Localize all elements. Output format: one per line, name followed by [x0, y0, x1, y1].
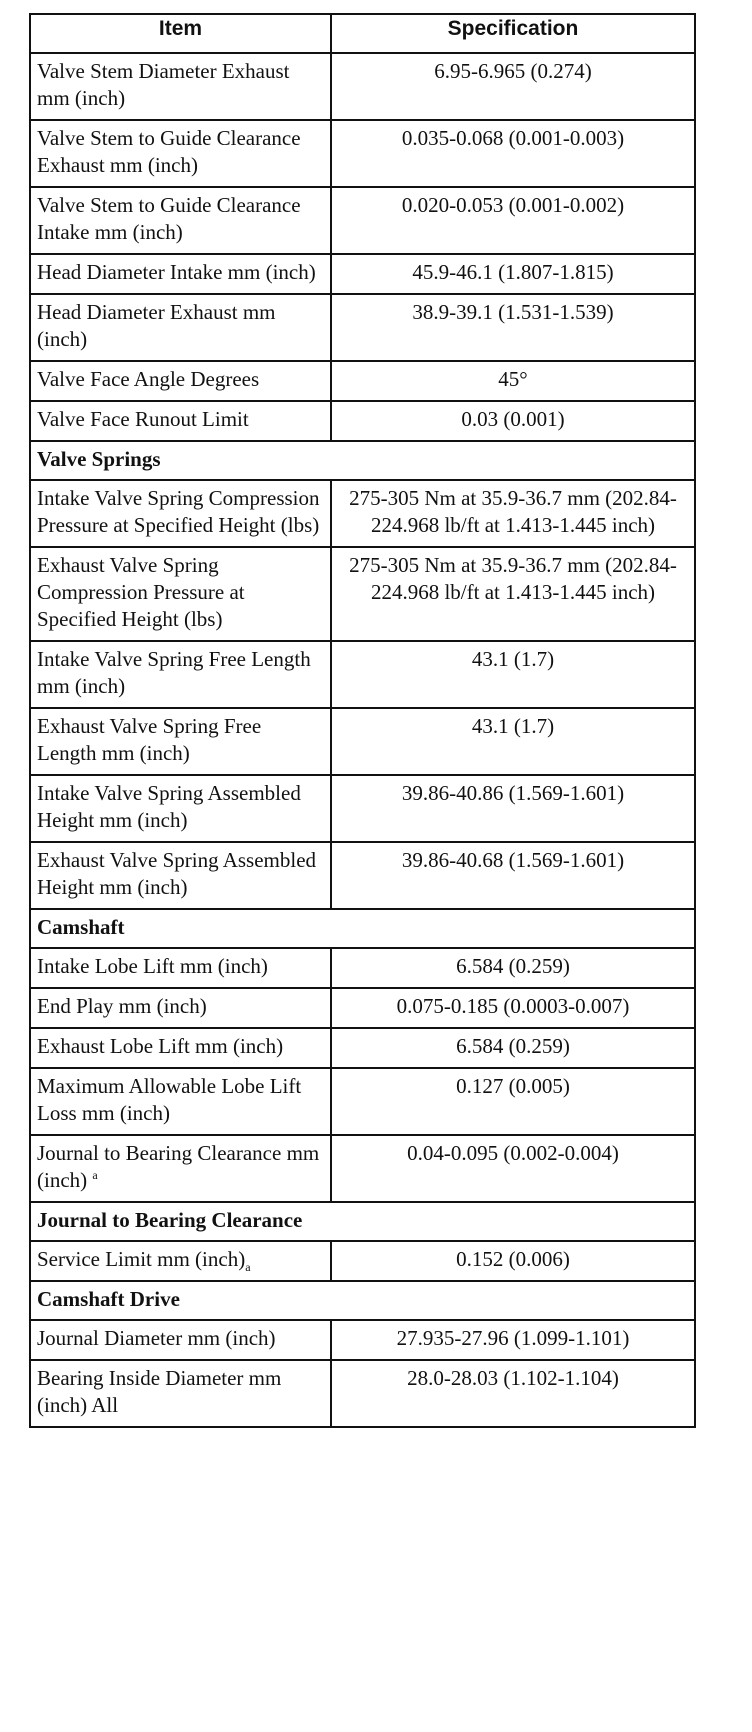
item-cell: [30, 708, 331, 775]
specification-cell: 6.95-6.965 (0.274): [331, 53, 695, 120]
section-row: [30, 909, 695, 948]
table-row: [30, 1360, 695, 1427]
item-text: Valve Stem to Guide Clearance Intake mm (inch): [37, 193, 301, 244]
specification-cell: 0.127 (0.005): [331, 1068, 695, 1135]
table-row: [30, 187, 695, 254]
specification-cell: 43.1 (1.7): [331, 708, 695, 775]
table-row: [30, 547, 695, 641]
item-cell: [30, 480, 331, 547]
specification-cell: 0.075-0.185 (0.0003-0.007): [331, 988, 695, 1028]
specification-cell: 0.03 (0.001): [331, 401, 695, 441]
specification-cell: 0.035-0.068 (0.001-0.003): [331, 120, 695, 187]
specification-cell: 38.9-39.1 (1.531-1.539): [331, 294, 695, 361]
table-row: [30, 361, 695, 401]
table-row: [30, 1241, 695, 1281]
item-cell: [30, 1028, 331, 1068]
table-row: [30, 53, 695, 120]
section-title: Journal to Bearing Clearance: [30, 1202, 695, 1241]
table-row: [30, 254, 695, 294]
specification-cell: 45°: [331, 361, 695, 401]
table-row: [30, 401, 695, 441]
item-text: Intake Valve Spring Compression Pressure at Specified Height (lbs): [37, 486, 320, 537]
table-row: [30, 641, 695, 708]
item-text: Bearing Inside Diameter mm (inch) All: [37, 1366, 282, 1417]
specification-cell: 28.0-28.03 (1.102-1.104): [331, 1360, 695, 1427]
specification-cell: 45.9-46.1 (1.807-1.815): [331, 254, 695, 294]
item-text: Service Limit mm (inch): [37, 1247, 246, 1271]
specification-cell: 39.86-40.86 (1.569-1.601): [331, 775, 695, 842]
specification-cell: 0.152 (0.006): [331, 1241, 695, 1281]
item-cell: [30, 254, 331, 294]
footnote-marker: a: [245, 1260, 251, 1275]
item-text: Valve Face Angle Degrees: [37, 367, 260, 391]
specification-cell: 275-305 Nm at 35.9-36.7 mm (202.84-224.968 lb/ft at 1.413-1.445 inch): [331, 547, 695, 641]
item-cell: [30, 1320, 331, 1360]
specification-cell: 39.86-40.68 (1.569-1.601): [331, 842, 695, 909]
specification-cell: 0.04-0.095 (0.002-0.004): [331, 1135, 695, 1202]
table-row: [30, 842, 695, 909]
header-row: [30, 14, 695, 53]
item-text: Journal Diameter mm (inch): [37, 1326, 276, 1350]
item-cell: [30, 1241, 331, 1281]
item-text: End Play mm (inch): [37, 994, 207, 1018]
item-cell: [30, 187, 331, 254]
table-row: [30, 1068, 695, 1135]
section-title: Camshaft Drive: [30, 1281, 695, 1320]
item-cell: [30, 842, 331, 909]
item-cell: [30, 1360, 331, 1427]
item-text: Exhaust Valve Spring Compression Pressure at Specified Height (lbs): [37, 553, 245, 631]
section-title: Valve Springs: [30, 441, 695, 480]
item-text: Valve Face Runout Limit: [37, 407, 249, 431]
item-text: Head Diameter Exhaust mm (inch): [37, 300, 276, 351]
item-text: Exhaust Valve Spring Assembled Height mm (inch): [37, 848, 317, 899]
item-cell: [30, 547, 331, 641]
specification-cell: 27.935-27.96 (1.099-1.101): [331, 1320, 695, 1360]
item-cell: [30, 775, 331, 842]
table-row: [30, 1028, 695, 1068]
item-cell: [30, 53, 331, 120]
section-title: Camshaft: [30, 909, 695, 948]
section-row: [30, 1281, 695, 1320]
specification-column-header: Specification: [331, 14, 695, 53]
item-cell: [30, 401, 331, 441]
specification-cell: 6.584 (0.259): [331, 948, 695, 988]
item-text: Valve Stem Diameter Exhaust mm (inch): [37, 59, 290, 110]
table-row: [30, 1135, 695, 1202]
item-cell: [30, 641, 331, 708]
item-column-header: Item: [30, 14, 331, 53]
item-cell: [30, 1135, 331, 1202]
item-text: Intake Lobe Lift mm (inch): [37, 954, 268, 978]
item-text: Valve Stem to Guide Clearance Exhaust mm (inch): [37, 126, 301, 177]
table-row: [30, 120, 695, 187]
table-row: [30, 480, 695, 547]
item-cell: [30, 988, 331, 1028]
spec-table: [29, 13, 696, 1428]
table-row: [30, 988, 695, 1028]
table-row: [30, 1320, 695, 1360]
item-text: Intake Valve Spring Assembled Height mm (inch): [37, 781, 301, 832]
item-cell: [30, 1068, 331, 1135]
item-text: Exhaust Valve Spring Free Length mm (inch): [37, 714, 262, 765]
item-cell: [30, 948, 331, 988]
specification-cell: 275-305 Nm at 35.9-36.7 mm (202.84-224.968 lb/ft at 1.413-1.445 inch): [331, 480, 695, 547]
item-text: Maximum Allowable Lobe Lift Loss mm (inch): [37, 1074, 302, 1125]
section-row: [30, 441, 695, 480]
table-row: [30, 708, 695, 775]
specification-cell: 0.020-0.053 (0.001-0.002): [331, 187, 695, 254]
table-row: [30, 294, 695, 361]
table-row: [30, 948, 695, 988]
table-row: [30, 775, 695, 842]
specification-cell: 43.1 (1.7): [331, 641, 695, 708]
item-cell: [30, 294, 331, 361]
specification-cell: 6.584 (0.259): [331, 1028, 695, 1068]
item-cell: [30, 120, 331, 187]
footnote-marker: a: [92, 1168, 98, 1182]
item-text: Journal to Bearing Clearance mm (inch): [37, 1141, 320, 1192]
item-text: Exhaust Lobe Lift mm (inch): [37, 1034, 284, 1058]
item-text: Head Diameter Intake mm (inch): [37, 260, 316, 284]
item-text: Intake Valve Spring Free Length mm (inch): [37, 647, 311, 698]
item-cell: [30, 361, 331, 401]
section-row: [30, 1202, 695, 1241]
